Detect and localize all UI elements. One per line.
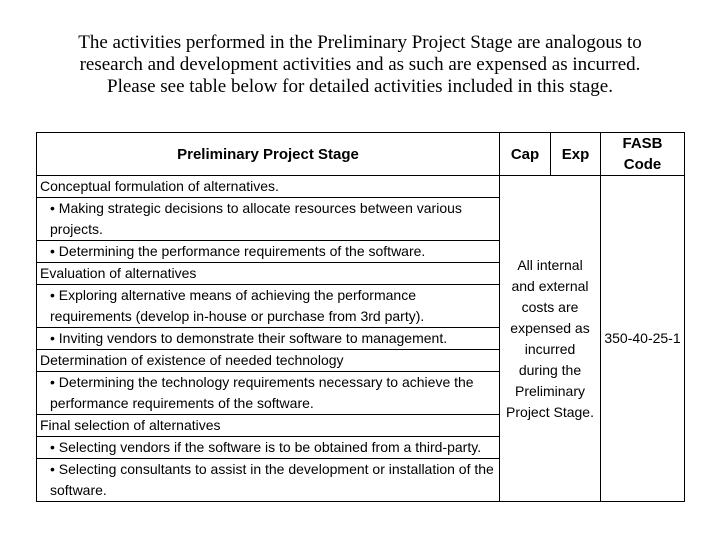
preliminary-project-stage-table <box>36 132 685 502</box>
table-header-row <box>37 133 685 176</box>
cost-treatment-text: All internal and external costs are expensed as incurred during the Preliminary Project Stage. <box>506 256 594 420</box>
cost-treatment-cell <box>500 176 601 502</box>
header-fasb-code: FASB Code <box>601 133 685 176</box>
intro-line: The activities performed in the Preliminary Project Stage are analogous to <box>78 32 642 53</box>
activity-cell: • Making strategic decisions to allocate resources between various projects. <box>37 198 500 241</box>
intro-paragraph <box>30 32 690 98</box>
category-cell: Determination of existence of needed technology <box>37 350 500 372</box>
fasb-code-cell: 350-40-25-1 <box>601 176 685 502</box>
category-cell: Final selection of alternatives <box>37 415 500 437</box>
intro-line: Please see table below for detailed activities included in this stage. <box>107 76 613 97</box>
header-stage: Preliminary Project Stage <box>37 133 500 176</box>
activity-cell: • Determining the performance requirements of the software. <box>37 241 500 263</box>
activity-cell: • Determining the technology requirements necessary to achieve the performance requirements of the software. <box>37 372 500 415</box>
table-body <box>37 176 685 502</box>
header-exp: Exp <box>551 133 601 176</box>
activity-cell: • Exploring alternative means of achieving the performance requirements (develop in-house or purchase from 3rd party). <box>37 285 500 328</box>
category-cell: Evaluation of alternatives <box>37 263 500 285</box>
category-cell: Conceptual formulation of alternatives. <box>37 176 500 198</box>
header-cap: Cap <box>500 133 551 176</box>
table-row <box>37 176 685 198</box>
activity-cell: • Selecting vendors if the software is to be obtained from a third-party. <box>37 437 500 459</box>
intro-line: research and development activities and as such are expensed as incurred. <box>79 54 641 75</box>
activity-cell: • Inviting vendors to demonstrate their software to management. <box>37 328 500 350</box>
activity-cell: • Selecting consultants to assist in the development or installation of the software. <box>37 459 500 502</box>
